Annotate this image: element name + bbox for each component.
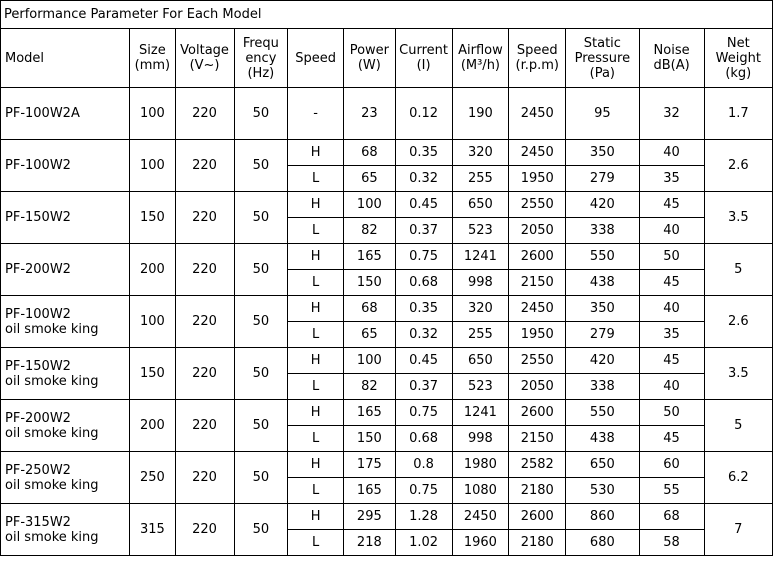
cell-power: 82 [344,218,396,244]
cell-current: 0.45 [395,348,452,374]
cell-current: 0.75 [395,478,452,504]
table-row [1,192,773,218]
cell-speed-rpm: 2180 [509,530,566,556]
cell-airflow: 1980 [452,452,509,478]
cell-airflow: 320 [452,140,509,166]
cell-noise: 68 [639,504,704,530]
cell-voltage: 220 [175,88,234,140]
cell-noise: 50 [639,400,704,426]
cell-voltage: 220 [175,140,234,192]
cell-net-weight: 1.7 [704,88,772,140]
cell-voltage: 220 [175,348,234,400]
cell-power: 165 [344,244,396,270]
cell-speed: L [288,218,344,244]
cell-power: 150 [344,426,396,452]
cell-speed-rpm: 2600 [509,504,566,530]
cell-airflow: 1960 [452,530,509,556]
cell-airflow: 255 [452,166,509,192]
cell-power: 175 [344,452,396,478]
cell-voltage: 220 [175,192,234,244]
cell-static-pressure: 420 [566,192,639,218]
cell-net-weight: 7 [704,504,772,556]
cell-noise: 45 [639,348,704,374]
cell-frequency: 50 [234,452,288,504]
header-model: Model [1,29,130,88]
cell-power: 23 [344,88,396,140]
cell-current: 0.45 [395,192,452,218]
cell-frequency: 50 [234,348,288,400]
cell-power: 82 [344,374,396,400]
cell-noise: 45 [639,426,704,452]
cell-speed: L [288,374,344,400]
cell-size: 200 [130,244,175,296]
cell-speed-rpm: 2180 [509,478,566,504]
cell-speed: H [288,400,344,426]
cell-size: 250 [130,452,175,504]
cell-speed: H [288,348,344,374]
cell-airflow: 523 [452,218,509,244]
cell-voltage: 220 [175,452,234,504]
cell-airflow: 998 [452,426,509,452]
cell-static-pressure: 438 [566,270,639,296]
header-static-pressure: Static Pressure (Pa) [566,29,639,88]
cell-speed-rpm: 2050 [509,374,566,400]
cell-model: PF-315W2 oil smoke king [1,504,130,556]
cell-current: 0.75 [395,244,452,270]
cell-airflow: 650 [452,192,509,218]
cell-speed-rpm: 2600 [509,400,566,426]
cell-frequency: 50 [234,400,288,452]
cell-power: 100 [344,348,396,374]
cell-airflow: 1241 [452,244,509,270]
cell-noise: 40 [639,296,704,322]
cell-static-pressure: 680 [566,530,639,556]
cell-speed-rpm: 2450 [509,88,566,140]
cell-static-pressure: 530 [566,478,639,504]
table-row [1,244,773,270]
cell-static-pressure: 550 [566,400,639,426]
table-row [1,296,773,322]
cell-speed: L [288,478,344,504]
header-net-weight: Net Weight (kg) [704,29,772,88]
cell-speed: H [288,296,344,322]
cell-noise: 40 [639,140,704,166]
cell-current: 0.75 [395,400,452,426]
cell-speed-rpm: 2050 [509,218,566,244]
cell-power: 165 [344,478,396,504]
cell-airflow: 998 [452,270,509,296]
cell-noise: 35 [639,166,704,192]
cell-power: 65 [344,322,396,348]
table-row [1,400,773,426]
header-speed: Speed [288,29,344,88]
cell-speed: H [288,140,344,166]
cell-current: 0.68 [395,426,452,452]
cell-size: 150 [130,192,175,244]
cell-power: 295 [344,504,396,530]
cell-model: PF-200W2 oil smoke king [1,400,130,452]
cell-noise: 55 [639,478,704,504]
cell-airflow: 1241 [452,400,509,426]
cell-speed-rpm: 1950 [509,322,566,348]
cell-size: 150 [130,348,175,400]
cell-size: 200 [130,400,175,452]
cell-model: PF-250W2 oil smoke king [1,452,130,504]
title-row [1,1,773,29]
header-noise: Noise dB(A) [639,29,704,88]
cell-static-pressure: 338 [566,218,639,244]
cell-speed: H [288,504,344,530]
header-row [1,29,773,88]
cell-current: 0.37 [395,218,452,244]
cell-power: 150 [344,270,396,296]
cell-noise: 40 [639,218,704,244]
cell-power: 68 [344,296,396,322]
cell-frequency: 50 [234,192,288,244]
cell-noise: 32 [639,88,704,140]
cell-speed: L [288,322,344,348]
cell-size: 315 [130,504,175,556]
cell-current: 0.35 [395,296,452,322]
cell-static-pressure: 650 [566,452,639,478]
cell-size: 100 [130,296,175,348]
header-voltage: Voltage (V~) [175,29,234,88]
cell-airflow: 190 [452,88,509,140]
cell-voltage: 220 [175,504,234,556]
cell-speed: H [288,452,344,478]
cell-static-pressure: 550 [566,244,639,270]
cell-speed: L [288,166,344,192]
cell-net-weight: 5 [704,244,772,296]
cell-voltage: 220 [175,244,234,296]
cell-current: 0.8 [395,452,452,478]
cell-frequency: 50 [234,244,288,296]
table-row [1,348,773,374]
cell-frequency: 50 [234,504,288,556]
cell-airflow: 320 [452,296,509,322]
cell-speed-rpm: 2600 [509,244,566,270]
cell-model: PF-100W2 oil smoke king [1,296,130,348]
cell-current: 1.28 [395,504,452,530]
cell-noise: 35 [639,322,704,348]
cell-static-pressure: 350 [566,296,639,322]
header-frequency: Frequ ency (Hz) [234,29,288,88]
cell-power: 218 [344,530,396,556]
table-row [1,452,773,478]
cell-current: 1.02 [395,530,452,556]
cell-current: 0.32 [395,166,452,192]
cell-current: 0.32 [395,322,452,348]
cell-speed: L [288,530,344,556]
cell-speed-rpm: 2150 [509,270,566,296]
cell-net-weight: 3.5 [704,348,772,400]
cell-model: PF-150W2 oil smoke king [1,348,130,400]
cell-airflow: 255 [452,322,509,348]
cell-static-pressure: 860 [566,504,639,530]
table-row [1,140,773,166]
cell-model: PF-100W2 [1,140,130,192]
cell-size: 100 [130,140,175,192]
cell-speed-rpm: 2150 [509,426,566,452]
cell-speed-rpm: 2450 [509,296,566,322]
cell-speed: - [288,88,344,140]
header-power: Power (W) [344,29,396,88]
cell-voltage: 220 [175,400,234,452]
cell-static-pressure: 350 [566,140,639,166]
cell-power: 68 [344,140,396,166]
cell-speed-rpm: 2550 [509,192,566,218]
cell-static-pressure: 420 [566,348,639,374]
header-current: Current (I) [395,29,452,88]
cell-frequency: 50 [234,140,288,192]
cell-frequency: 50 [234,88,288,140]
table-title: Performance Parameter For Each Model [1,1,773,29]
cell-net-weight: 2.6 [704,140,772,192]
cell-model: PF-150W2 [1,192,130,244]
cell-net-weight: 6.2 [704,452,772,504]
cell-speed-rpm: 2582 [509,452,566,478]
cell-size: 100 [130,88,175,140]
cell-static-pressure: 338 [566,374,639,400]
header-speed-rpm: Speed (r.p.m) [509,29,566,88]
cell-airflow: 650 [452,348,509,374]
cell-airflow: 523 [452,374,509,400]
cell-speed-rpm: 1950 [509,166,566,192]
cell-speed-rpm: 2550 [509,348,566,374]
cell-speed-rpm: 2450 [509,140,566,166]
cell-net-weight: 3.5 [704,192,772,244]
header-airflow: Airflow (M³/h) [452,29,509,88]
cell-static-pressure: 438 [566,426,639,452]
cell-airflow: 1080 [452,478,509,504]
cell-noise: 58 [639,530,704,556]
cell-model: PF-100W2A [1,88,130,140]
cell-noise: 50 [639,244,704,270]
cell-net-weight: 5 [704,400,772,452]
cell-current: 0.35 [395,140,452,166]
cell-power: 100 [344,192,396,218]
cell-net-weight: 2.6 [704,296,772,348]
table-row [1,88,773,140]
table-row [1,504,773,530]
cell-noise: 45 [639,192,704,218]
cell-model: PF-200W2 [1,244,130,296]
cell-static-pressure: 279 [566,166,639,192]
cell-current: 0.12 [395,88,452,140]
cell-speed: H [288,244,344,270]
cell-static-pressure: 279 [566,322,639,348]
cell-speed: L [288,270,344,296]
cell-speed: H [288,192,344,218]
cell-voltage: 220 [175,296,234,348]
cell-current: 0.37 [395,374,452,400]
cell-noise: 45 [639,270,704,296]
cell-speed: L [288,426,344,452]
cell-current: 0.68 [395,270,452,296]
cell-noise: 40 [639,374,704,400]
cell-power: 65 [344,166,396,192]
cell-static-pressure: 95 [566,88,639,140]
cell-frequency: 50 [234,296,288,348]
header-size: Size (mm) [130,29,175,88]
cell-airflow: 2450 [452,504,509,530]
cell-power: 165 [344,400,396,426]
cell-noise: 60 [639,452,704,478]
